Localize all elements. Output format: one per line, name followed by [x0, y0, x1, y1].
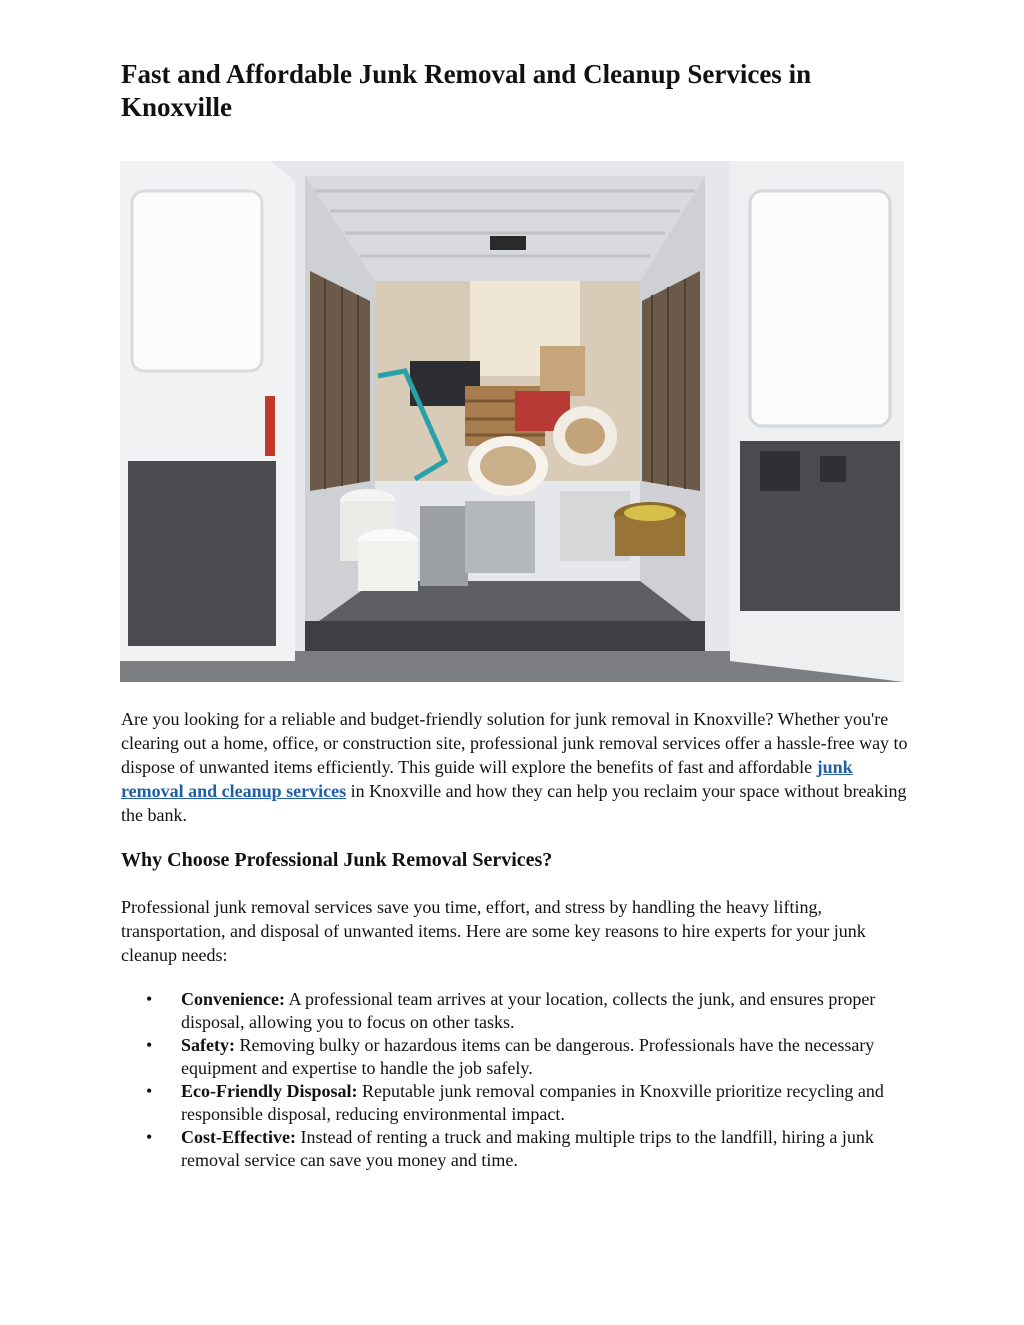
reason-label: Convenience: — [181, 989, 285, 1009]
intro-text-after: in Knoxville and how they can help you reclaim your space without breaking the bank. — [121, 781, 907, 825]
reason-text: A professional team arrives at your location, collects the junk, and ensures proper disposal, allowing you to focus on other tasks. — [181, 989, 876, 1032]
reason-label: Safety: — [181, 1035, 235, 1055]
list-item — [121, 1080, 911, 1126]
intro-text-before: Are you looking for a reliable and budget-friendly solution for junk removal in Knoxville? Whether you're clearing out a home, office, or construction site, professional junk removal services offer a hassle-free way to dispose of unwanted items efficiently. This guide will explore the benefits of fast and affordable — [121, 709, 908, 777]
list-item — [121, 1034, 911, 1080]
reasons-list — [121, 988, 911, 1172]
reason-text: Instead of renting a truck and making multiple trips to the landfill, hiring a junk removal service can save you money and time. — [181, 1127, 874, 1170]
intro-paragraph — [121, 707, 911, 827]
section-intro-paragraph: Professional junk removal services save you time, effort, and stress by handling the heavy lifting, transportation, and disposal of unwanted items. Here are some key reasons to hire experts for your junk cleanup needs: — [121, 897, 866, 965]
reason-text: Reputable junk removal companies in Knoxville prioritize recycling and responsible disposal, reducing environmental impact. — [181, 1081, 884, 1124]
junk-filled-van-photo-icon — [120, 161, 904, 682]
reason-label: Eco-Friendly Disposal: — [181, 1081, 358, 1101]
page-title: Fast and Affordable Junk Removal and Cleanup Services in Knoxville — [121, 59, 812, 122]
reason-text: Removing bulky or hazardous items can be dangerous. Professionals have the necessary equipment and expertise to handle the job safely. — [181, 1035, 875, 1078]
section-heading: Why Choose Professional Junk Removal Services? — [121, 849, 553, 871]
hero-image — [120, 161, 904, 682]
list-item — [121, 988, 911, 1034]
list-item — [121, 1126, 911, 1172]
junk-removal-services-link[interactable]: junk removal and cleanup services — [121, 757, 853, 801]
reason-label: Cost-Effective: — [181, 1127, 296, 1147]
